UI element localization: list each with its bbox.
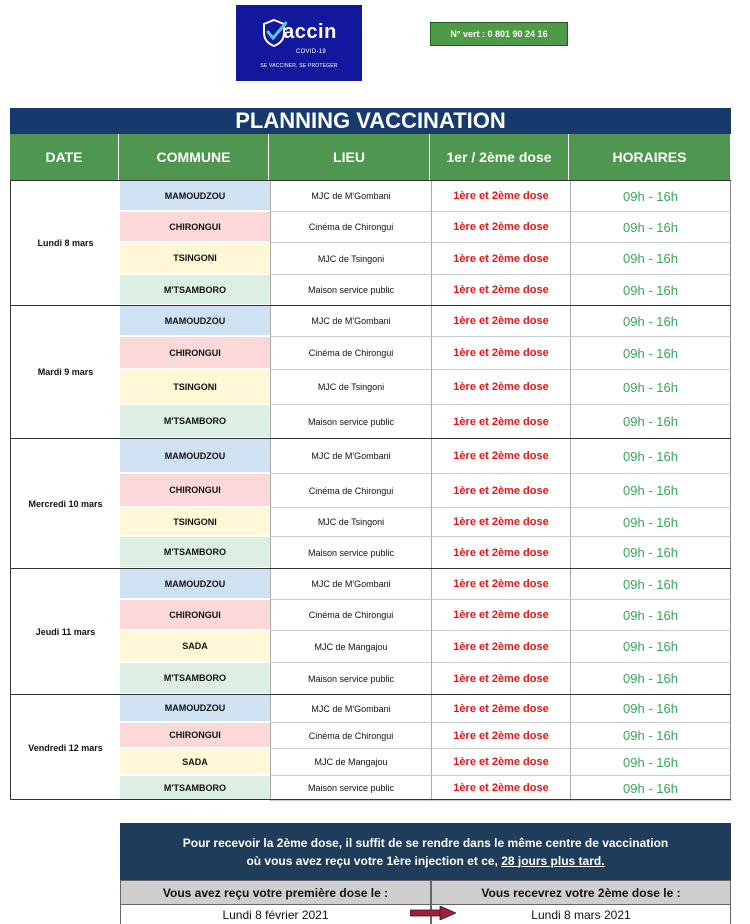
dose-cell: 1ère et 2ème dose: [431, 749, 570, 776]
hours-cell: 09h - 16h: [570, 600, 731, 631]
lieu-cell: Maison service public: [270, 537, 431, 569]
day-label: Lundi 8 mars: [37, 238, 94, 248]
lieu-cell: MJC de Tsingoni: [270, 370, 431, 405]
dose-cell: 1ère et 2ème dose: [431, 275, 570, 306]
commune-cell: MAMOUDZOU: [120, 695, 270, 723]
hours-cell: 09h - 16h: [570, 181, 731, 212]
commune-cell: MAMOUDZOU: [120, 181, 270, 212]
dose-cell: 1ère et 2ème dose: [431, 243, 570, 275]
hours-cell: 09h - 16h: [570, 569, 731, 600]
dose-cell: 1ère et 2ème dose: [431, 723, 570, 749]
info-line-2: [120, 852, 731, 870]
day-label: Vendredi 12 mars: [28, 742, 103, 753]
lieu-cell: Cinéma de Chirongui: [270, 474, 431, 508]
hours-cell: 09h - 16h: [570, 537, 731, 569]
lieu-cell: Cinéma de Chirongui: [270, 600, 431, 631]
hotline-badge: N° vert : 0 801 90 24 16: [430, 22, 568, 46]
dose-cell: 1ère et 2ème dose: [431, 631, 570, 663]
table-row: [120, 181, 731, 212]
commune-cell: MAMOUDZOU: [120, 439, 270, 474]
hours-cell: 09h - 16h: [570, 243, 731, 275]
column-header-lieu: LIEU: [269, 134, 430, 180]
column-header-dose: 1er / 2ème dose: [430, 134, 569, 180]
logo-mark: [261, 18, 337, 48]
lieu-cell: Maison service public: [270, 405, 431, 439]
dose-cell: 1ère et 2ème dose: [431, 405, 570, 439]
commune-cell: M'TSAMBORO: [120, 537, 270, 569]
lieu-cell: MJC de M'Gombani: [270, 439, 431, 474]
commune-cell: M'TSAMBORO: [120, 275, 270, 306]
day-label: Jeudi 11 mars: [35, 626, 96, 637]
table-row: [120, 306, 731, 337]
hours-cell: 09h - 16h: [570, 663, 731, 695]
lieu-cell: Maison service public: [270, 275, 431, 306]
dose-cell: 1ère et 2ème dose: [431, 370, 570, 405]
dose-cell: 1ère et 2ème dose: [431, 181, 570, 212]
lieu-cell: Cinéma de Chirongui: [270, 212, 431, 243]
schedule-table: [10, 180, 731, 800]
commune-cell: M'TSAMBORO: [120, 663, 270, 695]
commune-cell: CHIRONGUI: [120, 600, 270, 631]
hours-cell: 09h - 16h: [570, 631, 731, 663]
hours-cell: 09h - 16h: [570, 370, 731, 405]
vaccin-logo: [236, 5, 362, 81]
second-dose-date: Lundi 8 mars 2021: [431, 905, 731, 924]
table-row: [120, 243, 731, 275]
dose-cell: 1ère et 2ème dose: [431, 508, 570, 537]
commune-cell: SADA: [120, 749, 270, 776]
table-row: [120, 723, 731, 749]
table-row: [120, 631, 731, 663]
table-row: [120, 439, 731, 474]
commune-cell: CHIRONGUI: [120, 212, 270, 243]
commune-cell: TSINGONI: [120, 243, 270, 275]
commune-cell: CHIRONGUI: [120, 474, 270, 508]
commune-cell: MAMOUDZOU: [120, 569, 270, 600]
table-row: [120, 405, 731, 439]
commune-cell: TSINGONI: [120, 370, 270, 405]
info-delay: 28 jours plus tard.: [501, 853, 605, 868]
dose-cell: 1ère et 2ème dose: [431, 212, 570, 243]
lieu-cell: Maison service public: [270, 776, 431, 801]
page-title: PLANNING VACCINATION: [10, 108, 731, 134]
table-row: [120, 600, 731, 631]
table-row: [120, 212, 731, 243]
lieu-cell: Maison service public: [270, 663, 431, 695]
commune-cell: TSINGONI: [120, 508, 270, 537]
hours-cell: 09h - 16h: [570, 306, 731, 337]
second-dose-info: [120, 823, 731, 880]
table-row: [120, 508, 731, 537]
column-header-commune: COMMUNE: [119, 134, 269, 180]
lieu-cell: MJC de Mangajou: [270, 631, 431, 663]
dose-cell: 1ère et 2ème dose: [431, 474, 570, 508]
lieu-cell: MJC de Tsingoni: [270, 508, 431, 537]
commune-cell: MAMOUDZOU: [120, 306, 270, 337]
hours-cell: 09h - 16h: [570, 405, 731, 439]
day-label: Mardi 9 mars: [37, 367, 94, 377]
dose-cell: 1ère et 2ème dose: [431, 439, 570, 474]
hours-cell: 09h - 16h: [570, 749, 731, 776]
logo-tagline: SE VACCINER, SE PROTEGER: [260, 62, 338, 69]
lieu-cell: MJC de Mangajou: [270, 749, 431, 776]
day-label: Mercredi 10 mars: [28, 498, 103, 509]
table-row: [120, 337, 731, 370]
lieu-cell: MJC de Tsingoni: [270, 243, 431, 275]
hours-cell: 09h - 16h: [570, 439, 731, 474]
hours-cell: 09h - 16h: [570, 212, 731, 243]
arrow-right-icon: [410, 906, 456, 920]
day-group: [10, 694, 731, 800]
table-row: [120, 695, 731, 723]
dose-cell: 1ère et 2ème dose: [431, 337, 570, 370]
info-line-2-text: où vous avez reçu votre 1ère injection et ce,: [246, 853, 502, 868]
lieu-cell: MJC de M'Gombani: [270, 306, 431, 337]
day-group: [10, 568, 731, 694]
table-row: [120, 776, 731, 801]
dose-cell: 1ère et 2ème dose: [431, 663, 570, 695]
lieu-cell: MJC de M'Gombani: [270, 569, 431, 600]
logo-subtitle: COVID-19: [295, 48, 327, 55]
dose-cell: 1ère et 2ème dose: [431, 537, 570, 569]
hours-cell: 09h - 16h: [570, 723, 731, 749]
table-row: [120, 275, 731, 306]
day-group: [10, 438, 731, 568]
dose-cell: 1ère et 2ème dose: [431, 695, 570, 723]
commune-cell: M'TSAMBORO: [120, 776, 270, 801]
column-header-date: DATE: [10, 134, 119, 180]
hours-cell: 09h - 16h: [570, 474, 731, 508]
table-row: [120, 537, 731, 569]
second-dose-header: Vous recevrez votre 2ème dose le :: [431, 880, 731, 905]
first-dose-header: Vous avez reçu votre première dose le :: [120, 880, 431, 905]
commune-cell: M'TSAMBORO: [120, 405, 270, 439]
table-row: [120, 663, 731, 695]
dose-cell: 1ère et 2ème dose: [431, 600, 570, 631]
column-header-horaires: HORAIRES: [569, 134, 731, 180]
lieu-cell: Cinéma de Chirongui: [270, 723, 431, 749]
day-group: [10, 305, 731, 438]
dose-cell: 1ère et 2ème dose: [431, 569, 570, 600]
hours-cell: 09h - 16h: [570, 695, 731, 723]
hours-cell: 09h - 16h: [570, 275, 731, 306]
lieu-cell: MJC de M'Gombani: [270, 181, 431, 212]
hours-cell: 09h - 16h: [570, 776, 731, 801]
table-row: [120, 569, 731, 600]
hours-cell: 09h - 16h: [570, 337, 731, 370]
logo-word: accin: [283, 21, 337, 43]
info-line-1: Pour recevoir la 2ème dose, il suffit de se rendre dans le même centre de vaccination: [182, 835, 669, 850]
lieu-cell: MJC de M'Gombani: [270, 695, 431, 723]
table-row: [120, 370, 731, 405]
table-row: [120, 749, 731, 776]
hours-cell: 09h - 16h: [570, 508, 731, 537]
table-row: [120, 474, 731, 508]
commune-cell: SADA: [120, 631, 270, 663]
table-bottom-border: [10, 799, 731, 800]
dose-cell: 1ère et 2ème dose: [431, 776, 570, 801]
dose-cell: 1ère et 2ème dose: [431, 306, 570, 337]
commune-cell: CHIRONGUI: [120, 337, 270, 370]
day-group: [10, 180, 731, 305]
commune-cell: CHIRONGUI: [120, 723, 270, 749]
lieu-cell: Cinéma de Chirongui: [270, 337, 431, 370]
first-dose-date: Lundi 8 février 2021: [120, 905, 431, 924]
